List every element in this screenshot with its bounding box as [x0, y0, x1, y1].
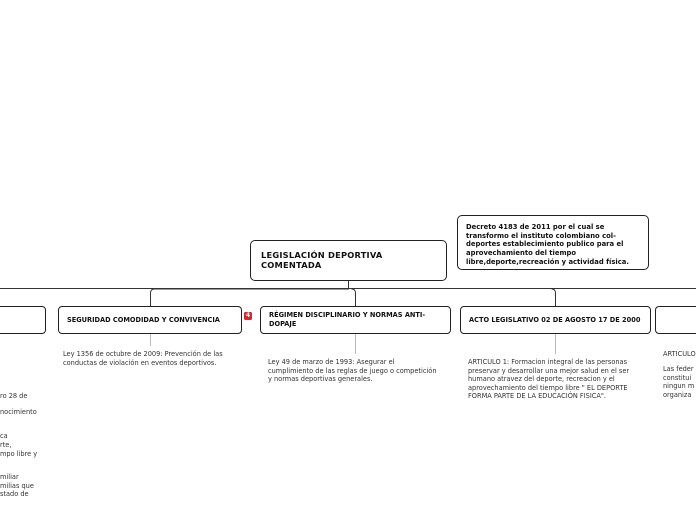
- note-decreto-4183[interactable]: [457, 215, 649, 270]
- partial-line: ningun m: [663, 382, 695, 391]
- branch-title: ACTO LEGISLATIVO 02 DE AGOSTO 17 DE 2000: [469, 315, 641, 324]
- branch-node-seguridad[interactable]: [58, 306, 242, 334]
- partial-line: constitui: [663, 373, 692, 382]
- attachment-count-badge[interactable]: 4: [245, 312, 251, 319]
- central-topic[interactable]: [250, 240, 447, 281]
- branch-connector-3: [552, 289, 556, 306]
- branch-connector-1: [151, 289, 350, 306]
- partial-line: mpo libre y: [0, 450, 38, 458]
- branch-node-right-partial[interactable]: [655, 306, 696, 334]
- branch-connector-2: [352, 289, 356, 306]
- leaf-right-partial-b[interactable]: [663, 365, 696, 399]
- branch-node-acto-legislativo[interactable]: [460, 306, 651, 334]
- leaf-ley-49[interactable]: Ley 49 de marzo de 1993: Asegurar el cumplimiento de las reglas de juego o competición y normas deportivas generales.: [268, 358, 437, 384]
- partial-line: nocimiento: [0, 408, 37, 416]
- central-topic-title: LEGISLACIÓN DEPORTIVA COMENTADA: [261, 250, 383, 271]
- partial-line: organiza: [663, 390, 692, 399]
- note-text: Decreto 4183 de 2011 por el cual se transformo el instituto colombiano col-deportes establecimiento publico para el aprovechamiento del tiempo libre,deporte,recreación y actividad física.: [466, 223, 629, 266]
- partial-line: milias que: [0, 482, 34, 490]
- leaf-ley-1356[interactable]: Ley 1356 de octubre de 2009: Prevención de las conductas de violación en eventos deportivos.: [63, 350, 223, 367]
- branch-title: SEGURIDAD COMODIDAD Y CONVIVENCIA: [67, 315, 220, 324]
- branch-node-regimen[interactable]: [260, 306, 451, 334]
- partial-line: stado de: [0, 490, 29, 498]
- partial-line: ca: [0, 432, 8, 440]
- partial-line: Las feder: [663, 365, 694, 373]
- leaf-right-partial-a[interactable]: ARTICULO: [663, 350, 696, 358]
- partial-line: rte,: [0, 441, 12, 449]
- branch-node-left-partial[interactable]: [0, 306, 46, 334]
- partial-line: miliar: [0, 473, 19, 481]
- branch-title: RÉGIMEN DISCIPLINARIO Y NORMAS ANTI-DOPAJE: [269, 311, 426, 328]
- partial-line: ro 28 de: [0, 392, 28, 400]
- leaf-articulo-1[interactable]: ARTICULO 1: Formacion integral de las personas preservar y desarrollar una mejor salud en el ser humano atravez del deporte, recreacion y el aprovechamiento del tiempo libre " EL DEPORTE FORMA PARTE DE LA EDUCACIÓN FISICA".: [468, 358, 630, 401]
